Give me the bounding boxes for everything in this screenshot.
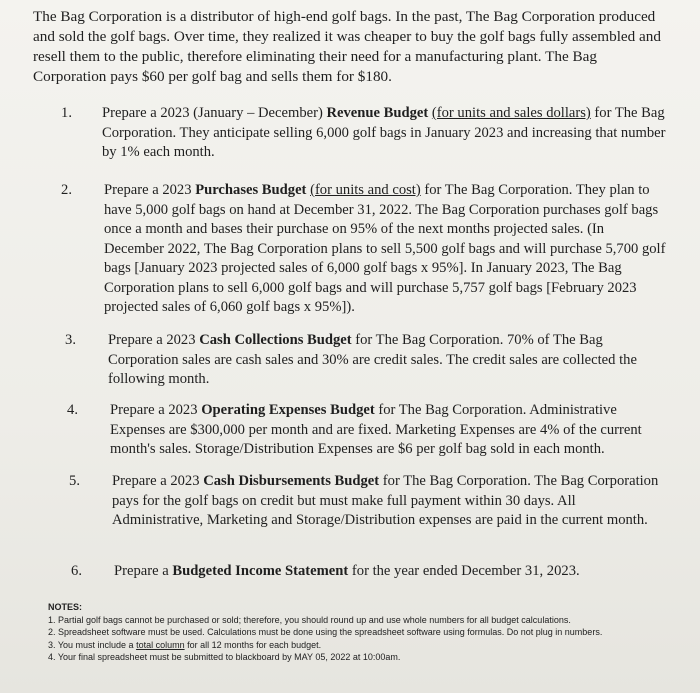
note-2: 2. Spreadsheet software must be used. Calculations must be done using the spreadsheet software using formulas. Do not plug in numbers. — [48, 627, 603, 637]
item-number: 2. — [61, 182, 72, 198]
note-3: 3. You must include a total column for all 12 months for each budget. — [48, 639, 322, 650]
item-bold: Revenue Budget — [326, 105, 429, 121]
item-bold: Operating Expenses Budget — [201, 402, 375, 418]
item-number: 4. — [67, 402, 78, 418]
note-1: 1. Partial golf bags cannot be purchased or sold; therefore, you should round up and use whole numbers for all budget calculations. — [48, 614, 571, 625]
item-bold: Budgeted Income Statement — [172, 563, 349, 579]
item-text: Prepare a 2023 (January – December) Revenue Budget (for units and sales dollars) for The Bag Corporation. They anticipate selling 6,000 golf bags in January 2023 and increasing that number by 1% each month. — [102, 105, 666, 160]
item-number: 3. — [65, 332, 76, 348]
item-text: Prepare a 2023 Cash Collections Budget for The Bag Corporation. 70% of The Bag Corporation sales are cash sales and 30% are credit sales. The credit sales are collected the following month. — [108, 332, 637, 387]
item-number: 5. — [69, 473, 80, 489]
item-text: Prepare a 2023 Purchases Budget (for units and cost) for The Bag Corporation. They plan to have 5,000 golf bags on hand at December 31, 2022. The Bag Corporation purchases golf bags once a month and bases their purchase on 95% of the next months projected sales. (In December 2022, The Bag Corporation plans to sell 5,500 golf bags and will purchase 5,700 golf bags [January 2023 projected sales of 6,000 golf bags x 95%]. In January 2023, The Bag Corporation plans to sell 6,000 golf bags and will purchase 5,757 golf bags [February 2023 projected sales of 6,060 golf bags x 95%]). — [104, 182, 666, 315]
item-bold: Cash Collections Budget — [199, 332, 352, 348]
item-underline: (for units and sales dollars) — [431, 105, 591, 121]
note-4: 4. Your final spreadsheet must be submitted to blackboard by MAY 05, 2022 at 10:00am. — [48, 652, 401, 662]
item-text: Prepare a 2023 Cash Disbursements Budget for The Bag Corporation. The Bag Corporation pays for the golf bags on credit but must make full payment within 30 days. All Administrative, Marketing and Storage/Distribution expenses are paid in the current month. — [112, 473, 659, 528]
notes-section — [48, 601, 628, 664]
item-number: 6. — [71, 563, 82, 579]
item-number: 1. — [61, 105, 72, 121]
notes-header: NOTES: — [48, 602, 83, 612]
item-bold: Purchases Budget — [195, 182, 307, 198]
intro-paragraph: The Bag Corporation is a distributor of high-end golf bags. In the past, The Bag Corporation produced and sold the golf bags. Over time, they realized it was cheaper to buy the golf bags fully assembled and resell them to the public, therefore eliminating their need for a manufacturing plant. The Bag Corporation pays $60 per golf bag and sells them for $180. — [33, 8, 661, 85]
item-bold: Cash Disbursements Budget — [203, 473, 380, 489]
item-text: Prepare a 2023 Operating Expenses Budget for The Bag Corporation. Administrative Expenses are $300,000 per month and are fixed. Marketing Expenses are 4% of the current month's sales. Storage/Distribution Expenses are $6 per golf bag sold in each month. — [110, 402, 642, 457]
item-text: Prepare a Budgeted Income Statement for the year ended December 31, 2023. — [114, 563, 580, 579]
item-underline: (for units and cost) — [310, 182, 421, 198]
